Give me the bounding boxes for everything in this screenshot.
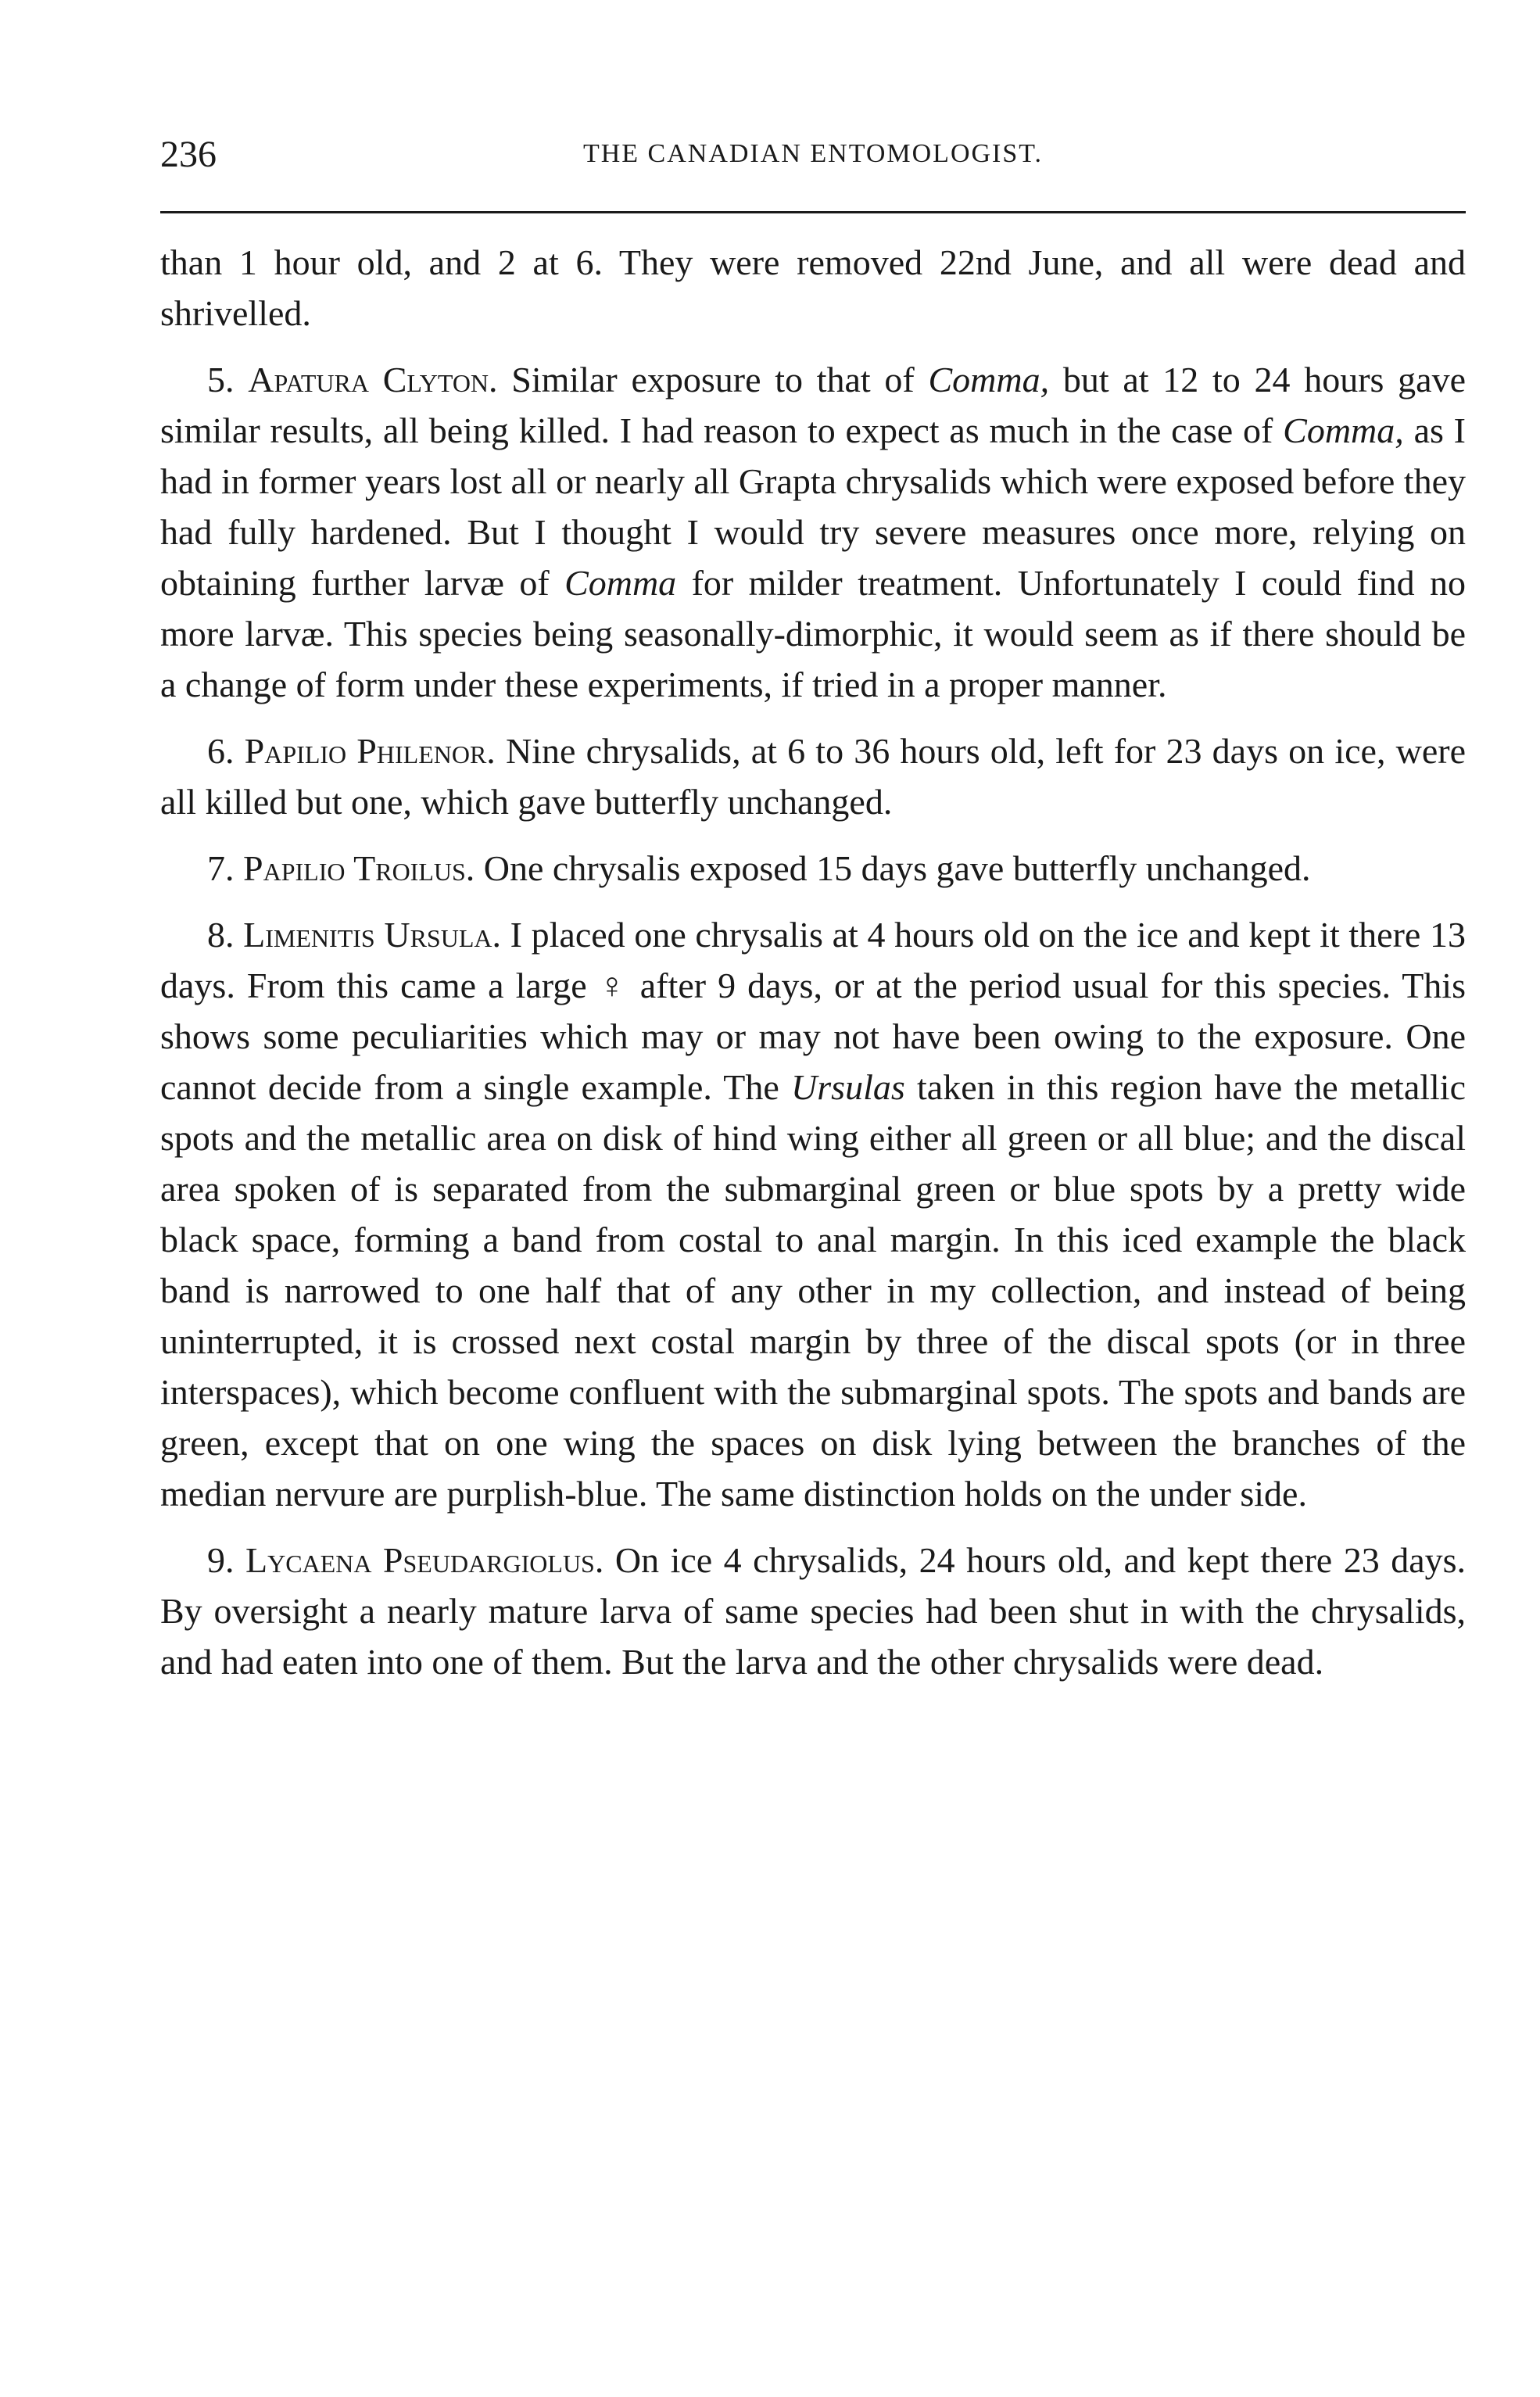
paragraph-text: On ice 4 chrysalids, 24 hours old, and kept there 23 days. By oversight a nearly mature larva of same species had been shut in with the chrysalids, and had eaten into one of them. But the larva and the other chrysalids were dead. bbox=[160, 1540, 1467, 1682]
paragraph-text: One chrysalis exposed 15 days gave butterfly unchanged. bbox=[475, 848, 1311, 888]
section-paragraph bbox=[160, 843, 1466, 894]
species-heading: Papilio Troilus. bbox=[243, 848, 475, 888]
running-title: THE CANADIAN ENTOMOLOGIST. bbox=[582, 139, 1044, 168]
continued-paragraph bbox=[160, 237, 1466, 339]
page-number: 236 bbox=[160, 134, 217, 175]
species-heading: Papilio Philenor. bbox=[244, 731, 496, 771]
paragraph-text: as I had in former years lost all or nearly all Grapta chrysalids which were exposed before they had fully hardened. But I thought I would try severe measures once more, relying on obtaining further larvæ of bbox=[160, 410, 1466, 603]
page-header bbox=[160, 133, 1466, 180]
italic-term: Comma bbox=[564, 563, 677, 603]
species-heading: Lycaena Pseudargiolus. bbox=[245, 1540, 604, 1580]
italic-term: Ursulas bbox=[791, 1067, 905, 1107]
paragraph-text: taken in this region have the metallic spots and the metallic area on disk of hind wing either all green or all blue; and the discal area spoken of is separated from the submarginal green or blue spots by a pretty wide black space, forming a band from costal to anal margin. In this iced example the black band is narrowed to one half that of any other in my collection, and instead of being uninterrupted, it is crossed next costal margin by three of the discal spots (or in three interspaces), which become confluent with the submarginal spots. The spots and bands are green, except that on one wing the spaces on disk lying between the branches of the median nervure are purplish-blue. The same distinction holds on the under side. bbox=[160, 1067, 1467, 1514]
article-body bbox=[160, 237, 1466, 1687]
paragraph-text: for milder treatment. Unfortunately I could find no more larvæ. This species being seasonally-dimorphic, it would seem as if there should be a change of form under these experiments, if tried in a proper manner. bbox=[160, 563, 1466, 704]
paragraph-text: Similar exposure to that of bbox=[497, 360, 929, 400]
header-rule bbox=[160, 211, 1466, 213]
italic-term: Comma, bbox=[1283, 410, 1404, 450]
section-paragraph bbox=[160, 354, 1466, 710]
paragraph-text: Nine chrysalids, at 6 to 36 hours old, left for 23 days on ice, were all killed but one, which gave butterfly unchanged. bbox=[160, 731, 1466, 822]
paragraph-text: but at 12 to 24 hours gave similar results, all being killed. I had reason to expect as much in the case of bbox=[160, 360, 1467, 450]
paragraph-text: I placed one chrysalis at 4 hours old on the ice and kept it there 13 days. From this came a large ♀ after 9 days, or at the period usual for this species. This shows some peculiarities which may or may not have been owing to the exposure. One cannot decide from a single example. The bbox=[160, 915, 1466, 1107]
section-paragraph bbox=[160, 909, 1466, 1519]
section-paragraph bbox=[160, 1535, 1466, 1687]
journal-page bbox=[160, 133, 1466, 1703]
section-paragraph bbox=[160, 726, 1466, 827]
paragraph-text: 9. bbox=[207, 1540, 245, 1580]
paragraph-text: 7. bbox=[207, 848, 243, 888]
paragraph-text: 5. bbox=[207, 360, 249, 400]
species-heading: Apatura Clyton. bbox=[248, 360, 498, 400]
paragraph-text: 6. bbox=[207, 731, 245, 771]
paragraph-text: 8. bbox=[207, 915, 244, 955]
italic-term: Comma, bbox=[928, 360, 1050, 400]
paragraph-text: than 1 hour old, and 2 at 6. They were removed 22nd June, and all were dead and shrivelled. bbox=[160, 242, 1466, 333]
species-heading: Limenitis Ursula. bbox=[243, 915, 501, 955]
